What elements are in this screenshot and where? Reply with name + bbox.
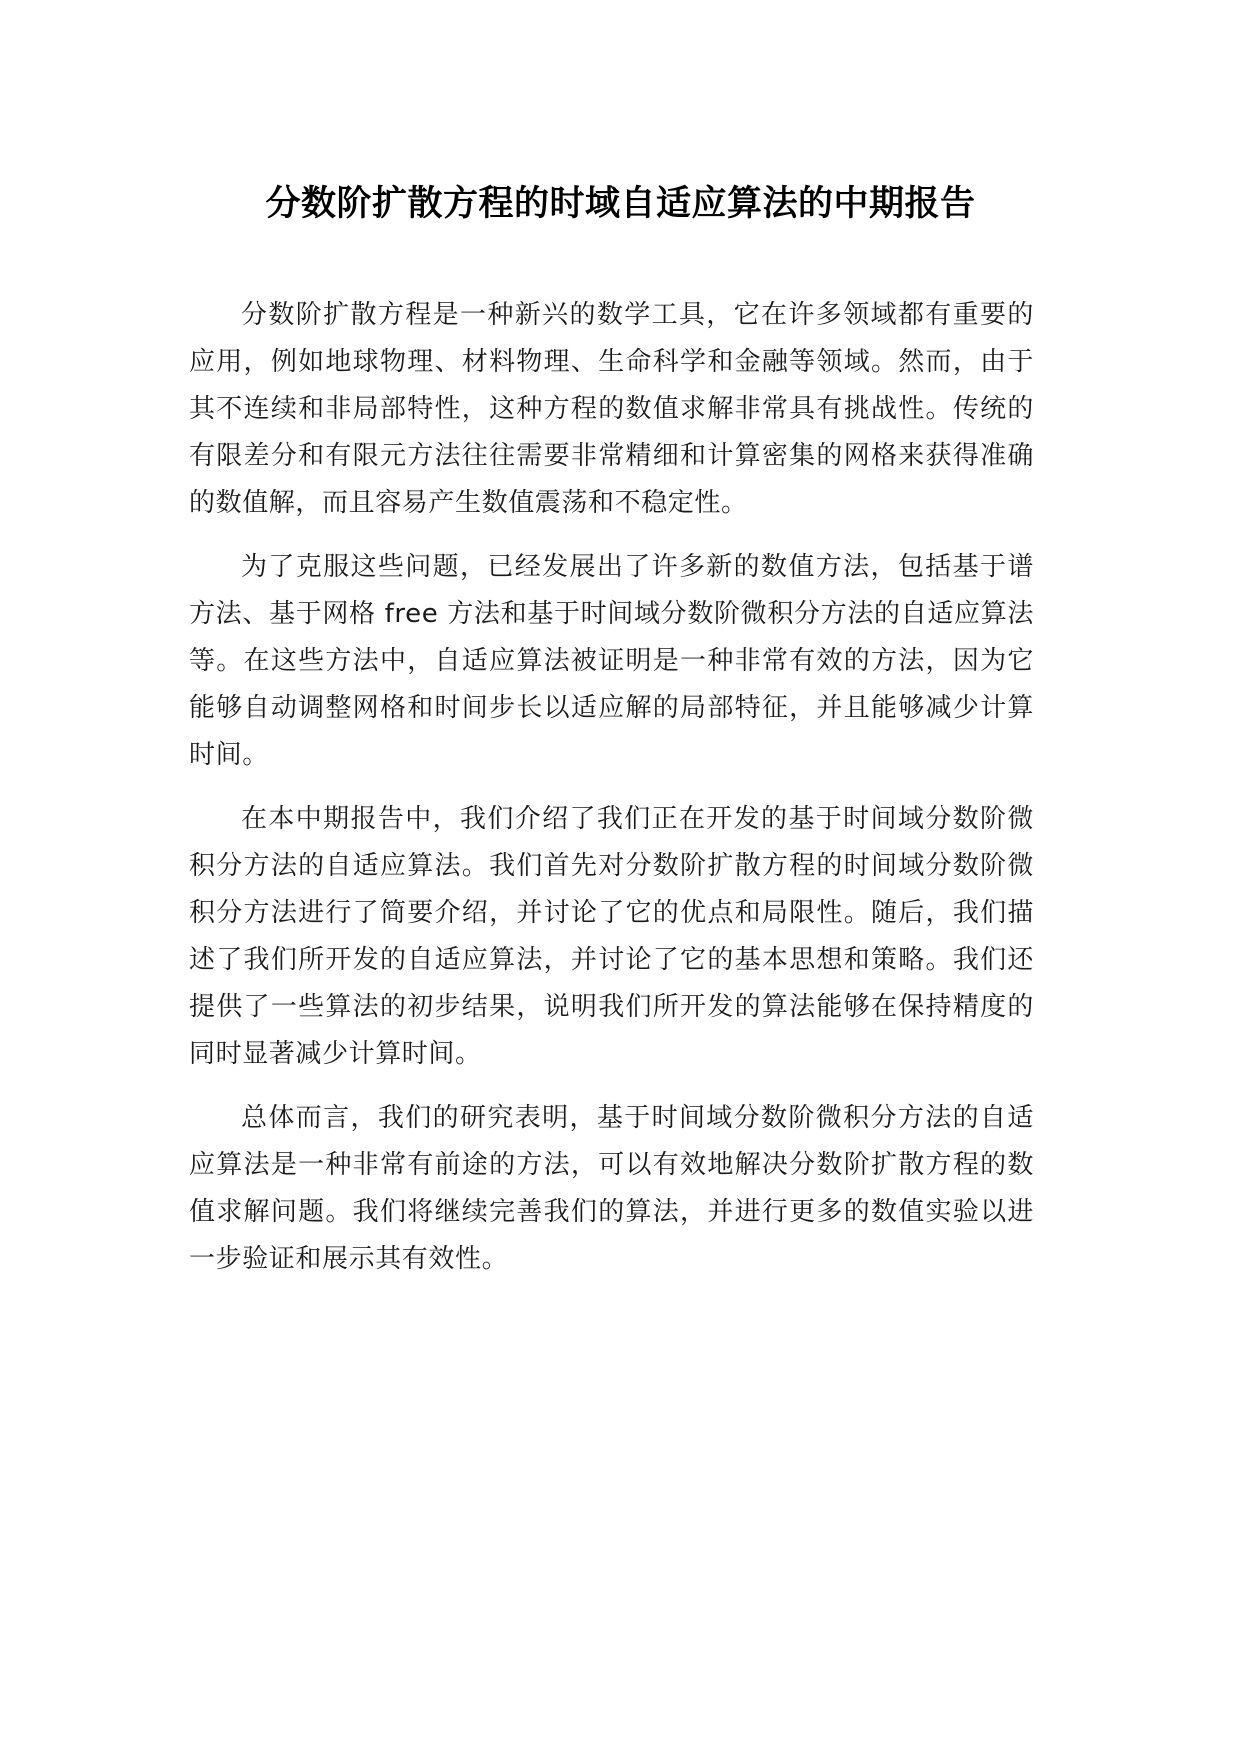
paragraph-3: 在本中期报告中，我们介绍了我们正在开发的基于时间域分数阶微积分方法的自适应算法。我们首先对分数阶扩散方程的时间域分数阶微积分方法进行了简要介绍，并讨论了它的优点和局限性。随后，我们描述了我们所开发的自适应算法，并讨论了它的基本思想和策略。我们还提供了一些算法的初步结果，说明我们所开发的算法能够在保持精度的同时显著减少计算时间。	[189, 804, 1034, 1069]
paragraph-2: 为了克服这些问题，已经发展出了许多新的数值方法，包括基于谱方法、基于网格 free 方法和基于时间域分数阶微积分方法的自适应算法等。在这些方法中，自适应算法被证明是一种非常有效的方法，因为它能够自动调整网格和时间步长以适应解的局部特征，并且能够减少计算时间。	[189, 552, 1034, 770]
document-body	[189, 292, 1034, 1300]
paragraph-1: 分数阶扩散方程是一种新兴的数学工具，它在许多领域都有重要的应用，例如地球物理、材料物理、生命科学和金融等领域。然而，由于其不连续和非局部特性，这种方程的数值求解非常具有挑战性。传统的有限差分和有限元方法往往需要非常精细和计算密集的网格来获得准确的数值解，而且容易产生数值震荡和不稳定性。	[189, 300, 1034, 518]
document-title: 分数阶扩散方程的时域自适应算法的中期报告	[265, 184, 976, 224]
paragraph-4: 总体而言，我们的研究表明，基于时间域分数阶微积分方法的自适应算法是一种非常有前途的方法，可以有效地解决分数阶扩散方程的数值求解问题。我们将继续完善我们的算法，并进行更多的数值实验以进一步验证和展示其有效性。	[189, 1103, 1034, 1274]
